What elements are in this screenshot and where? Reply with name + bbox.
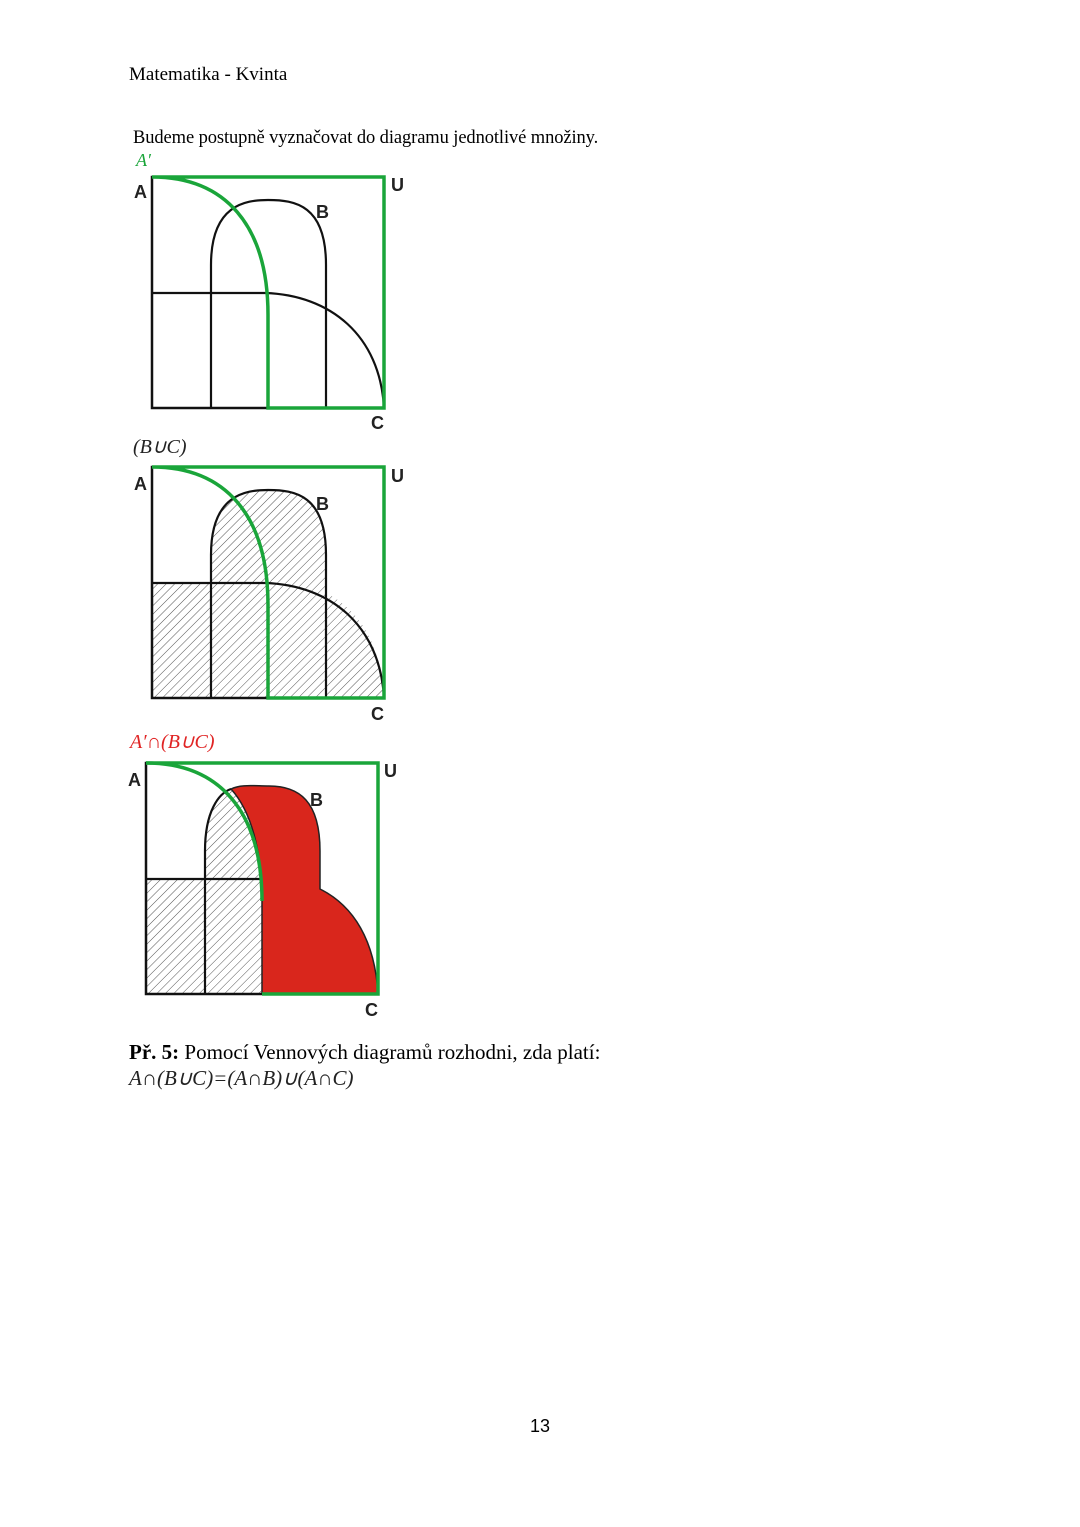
label-b: B xyxy=(310,790,323,810)
page-number: 13 xyxy=(529,1416,551,1436)
label-u: U xyxy=(391,466,404,486)
venn-diagram-2 xyxy=(125,455,415,730)
label-c: C xyxy=(365,1000,378,1020)
exercise-text: Pomocí Vennových diagramů rozhodni, zda platí: xyxy=(179,1040,601,1064)
label-b: B xyxy=(316,494,329,514)
venn-diagram-3 xyxy=(119,751,409,1026)
page-header: Matematika - Kvinta xyxy=(129,64,288,85)
label-a: A xyxy=(134,182,147,202)
diagram3-caption: A′∩(B∪C) xyxy=(130,731,215,753)
venn-diagram-1 xyxy=(125,165,415,440)
label-c: C xyxy=(371,704,384,724)
diagram2-caption: (B∪C) xyxy=(133,436,187,458)
exercise-formula: A∩(B∪C)=(A∩B)∪(A∩C) xyxy=(129,1066,354,1090)
label-c: C xyxy=(371,413,384,433)
label-b: B xyxy=(316,202,329,222)
diagram1-caption: A′ xyxy=(136,150,151,170)
label-u: U xyxy=(391,175,404,195)
label-a: A xyxy=(128,770,141,790)
exercise-5 xyxy=(129,1040,600,1065)
exercise-number: Př. 5: xyxy=(129,1040,180,1064)
label-u: U xyxy=(384,761,397,781)
label-a: A xyxy=(134,474,147,494)
intro-text: Budeme postupně vyznačovat do diagramu jednotlivé množiny. xyxy=(133,128,599,148)
